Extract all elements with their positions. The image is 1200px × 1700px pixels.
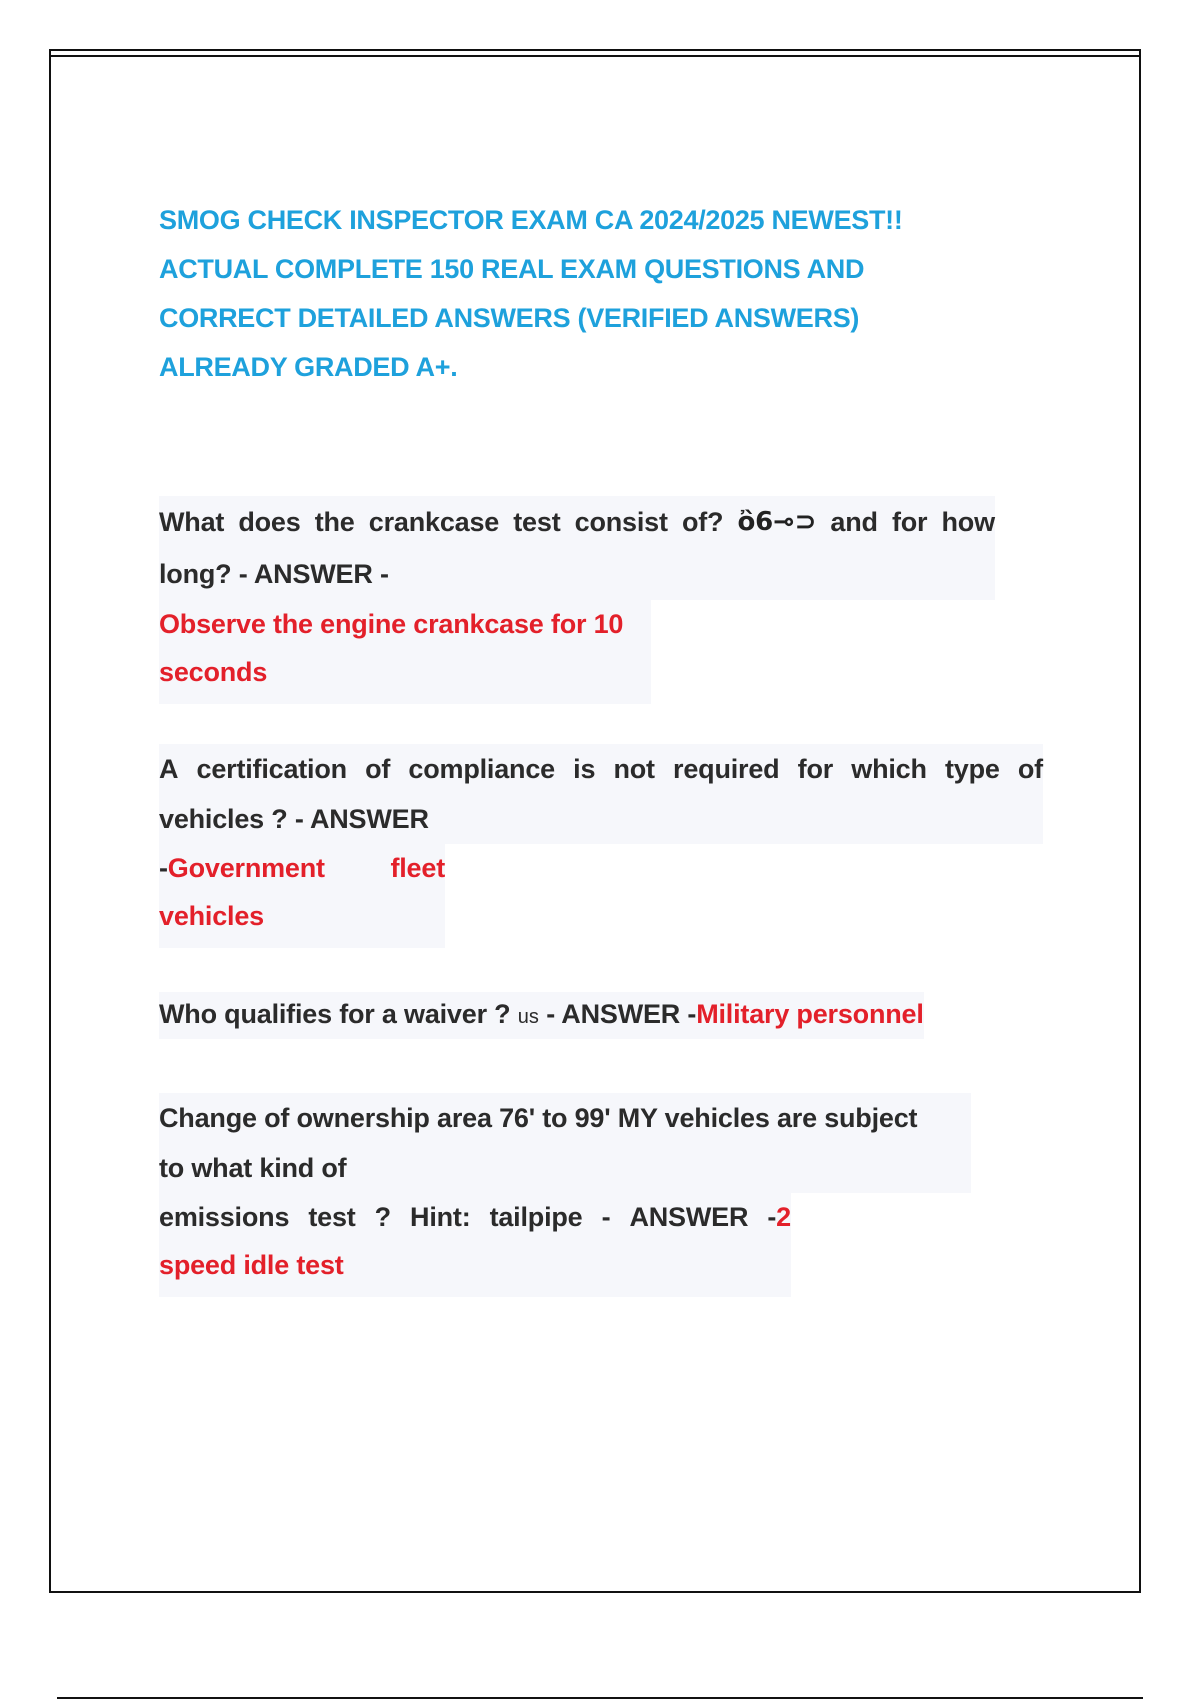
answer-dash: - xyxy=(767,1202,777,1232)
word: A xyxy=(159,754,179,784)
question-4-line-3 xyxy=(159,1193,791,1241)
word: tailpipe xyxy=(489,1202,583,1232)
qa-item-4 xyxy=(159,1093,971,1297)
page-border-top-double-line xyxy=(49,55,1141,57)
answer-word: fleet xyxy=(390,853,445,883)
answer-2 xyxy=(159,844,445,948)
answer-dash: - xyxy=(159,853,168,883)
word: is xyxy=(573,754,596,784)
answer-4-start xyxy=(767,1193,791,1241)
question-3-text: Who qualifies for a waiver ? xyxy=(159,999,511,1029)
answer-1 xyxy=(159,600,651,704)
word: test xyxy=(513,507,561,537)
word: crankcase xyxy=(368,507,500,537)
answer-2-line-2: vehicles xyxy=(159,901,264,931)
word: certification xyxy=(196,754,347,784)
document-title xyxy=(159,196,999,392)
answer-1-line-2: seconds xyxy=(159,657,268,687)
question-4-line-1: Change of ownership area 76' to 99' MY vehicles are subject xyxy=(159,1103,918,1133)
footer-rule xyxy=(57,1697,1143,1699)
question-3 xyxy=(159,992,924,1039)
word: ? xyxy=(374,1202,391,1232)
question-1 xyxy=(159,496,995,600)
qa-item-3 xyxy=(159,992,924,1039)
word: of? xyxy=(681,507,724,537)
word: and xyxy=(830,507,878,537)
word: the xyxy=(314,507,355,537)
word: Hint: xyxy=(410,1202,471,1232)
word: for xyxy=(797,754,834,784)
word: ANSWER xyxy=(629,1202,749,1232)
question-1-line-1 xyxy=(159,496,995,548)
word: What xyxy=(159,507,225,537)
answer-2-first-word xyxy=(159,844,325,892)
title-line-4: ALREADY GRADED A+. xyxy=(159,352,458,382)
word: type xyxy=(944,754,1000,784)
question-1-line-2: long? - ANSWER - xyxy=(159,559,389,589)
word: not xyxy=(613,754,655,784)
title-line-3: CORRECT DETAILED ANSWERS (VERIFIED ANSWERS) xyxy=(159,303,860,333)
qa-item-1 xyxy=(159,496,995,704)
hand-glyph-icon: ὂ6⊸⊃ xyxy=(737,507,817,537)
answer-word: Government xyxy=(167,853,325,883)
answer-word: 2 xyxy=(776,1202,791,1232)
word: - xyxy=(601,1202,611,1232)
word: for xyxy=(891,507,928,537)
question-4 xyxy=(159,1093,971,1193)
word: test xyxy=(308,1202,356,1232)
word: emissions xyxy=(159,1202,290,1232)
question-2-line-1 xyxy=(159,744,1043,794)
word: of xyxy=(365,754,391,784)
word: compliance xyxy=(408,754,555,784)
question-2-line-2: vehicles ? - ANSWER xyxy=(159,804,429,834)
answer-1-line-1: Observe the engine crankcase for 10 xyxy=(159,609,624,639)
title-line-2: ACTUAL COMPLETE 150 REAL EXAM QUESTIONS AND xyxy=(159,254,865,284)
title-line-1: SMOG CHECK INSPECTOR EXAM CA 2024/2025 NEWEST!! xyxy=(159,205,903,235)
question-4-continued xyxy=(159,1193,791,1297)
answer-3: Military personnel xyxy=(696,999,924,1029)
word: required xyxy=(673,754,780,784)
word: which xyxy=(851,754,927,784)
question-4-line-2: to what kind of xyxy=(159,1153,347,1183)
us-flag-glyph: us xyxy=(517,1006,539,1028)
word: consist xyxy=(574,507,668,537)
qa-item-2 xyxy=(159,744,1043,948)
answer-4-line-2: speed idle test xyxy=(159,1250,344,1280)
question-2 xyxy=(159,744,1043,844)
word: how xyxy=(941,507,995,537)
word: does xyxy=(238,507,301,537)
word: of xyxy=(1017,754,1043,784)
answer-2-line-1 xyxy=(159,844,445,892)
question-3-answer-label: - ANSWER - xyxy=(546,999,697,1029)
